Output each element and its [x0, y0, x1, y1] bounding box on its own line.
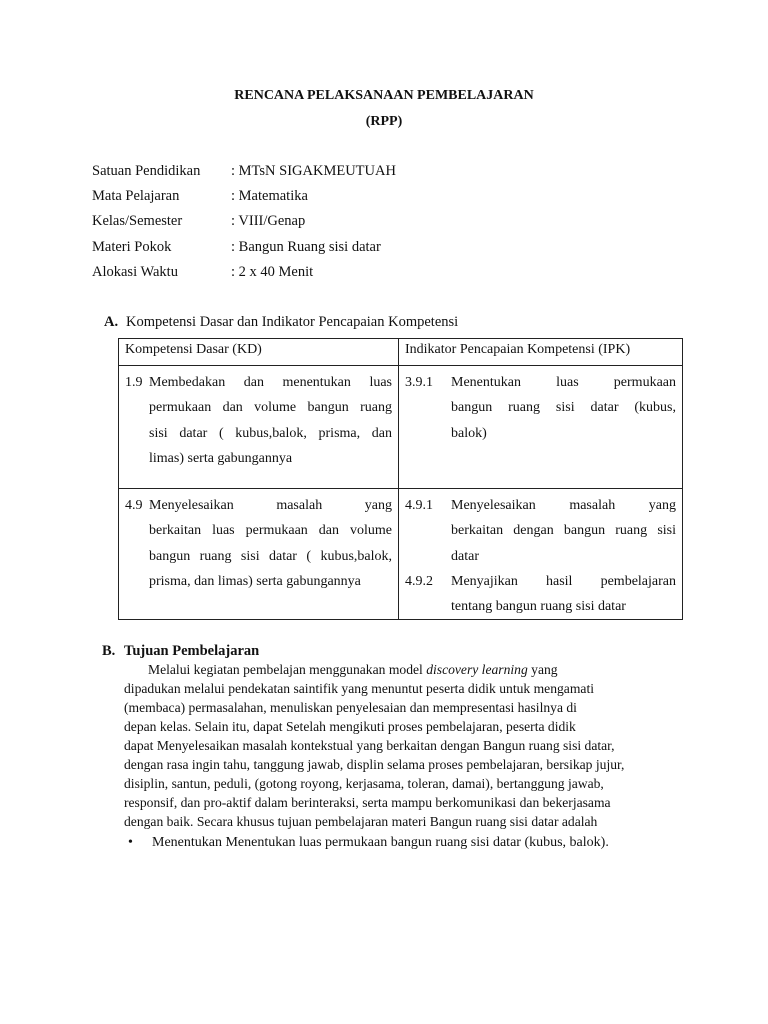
identity-label: Materi Pokok [92, 238, 172, 255]
identity-row [92, 212, 692, 237]
kd-text-line: Menyelesaikan masalah yang [149, 498, 392, 513]
kd-text-line: Membedakan dan menentukan luas [149, 375, 392, 390]
identity-row [92, 187, 692, 212]
paragraph-model-name: discovery learning [426, 662, 528, 677]
ipk-text-line: berkaitan dengan bangun ruang sisi [451, 523, 676, 539]
kd-text-line: prisma, dan limas) serta gabungannya [149, 573, 361, 589]
paragraph-intro-tail: yang [527, 662, 558, 677]
ipk-cell [399, 489, 683, 620]
identity-label: Mata Pelajaran [92, 188, 180, 205]
ipk-number: 3.9.1 [405, 375, 433, 390]
kd-text-line: permukaan dan volume bangun ruang [149, 400, 392, 416]
ipk-text-line: datar [451, 548, 479, 564]
identity-row [92, 238, 692, 263]
ipk-text-line: balok) [451, 425, 487, 441]
ipk-number: 4.9.1 [405, 498, 433, 513]
paragraph-intro: Melalui kegiatan pembelajan menggunakan model [148, 662, 427, 677]
kd-text-line: bangun ruang sisi datar ( kubus,balok, [149, 548, 392, 564]
ipk-text-line: Menyajikan hasil pembelajaran [451, 573, 676, 589]
paragraph-line: (membaca) permasalahan, menuliskan penyelesaian dan mempresentasi hasilnya di [124, 700, 577, 715]
table-row [119, 366, 683, 489]
paragraph-line [124, 660, 648, 679]
ipk-cell [399, 366, 683, 489]
document-title: RENCANA PELAKSANAAN PEMBELAJARAN [234, 88, 534, 103]
paragraph-line: dengan rasa ingin tahu, tanggung jawab, displin selama proses pembelajaran, bersikap jujur, [124, 757, 625, 772]
section-b-title: Tujuan Pembelajaran [124, 643, 260, 659]
identity-value: : 2 x 40 Menit [231, 263, 314, 280]
header-kd: Kompetensi Dasar (KD) [119, 339, 399, 366]
identity-label: Alokasi Waktu [92, 263, 178, 280]
ipk-text-line: Menentukan luas permukaan [451, 375, 676, 390]
identity-label: Kelas/Semester [92, 213, 183, 230]
ipk-text-line: bangun ruang sisi datar (kubus, [451, 400, 676, 416]
ipk-item [405, 370, 676, 446]
identity-value: : Bangun Ruang sisi datar [231, 238, 381, 255]
competency-table [118, 338, 683, 620]
kd-number: 1.9 [125, 375, 143, 390]
ipk-number: 4.9.2 [405, 573, 433, 589]
identity-value: : VIII/Genap [231, 213, 306, 230]
header-ipk: Indikator Pencapaian Kompetensi (IPK) [399, 339, 683, 366]
bullet-text: Menentukan Menentukan luas permukaan bangun ruang sisi datar (kubus, balok). [152, 835, 609, 850]
section-b-letter: B. [102, 643, 116, 659]
ipk-text-line: Menyelesaikan masalah yang [451, 498, 676, 513]
identity-value: : MTsN SIGAKMEUTUAH [231, 163, 396, 179]
ipk-text-line: tentang bangun ruang sisi datar [451, 599, 626, 615]
learning-objective-paragraph [124, 660, 648, 831]
paragraph-line: dipadukan melalui pendekatan saintifik yang menuntut peserta didik untuk mengamati [124, 681, 594, 696]
paragraph-line: depan kelas. Selain itu, dapat Setelah mengikuti proses pembelajaran, peserta didik [124, 719, 576, 734]
identity-row [92, 263, 692, 288]
identity-block [92, 162, 692, 288]
section-a-title: Kompetensi Dasar dan Indikator Pencapaian Kompetensi [126, 314, 459, 330]
identity-label: Satuan Pendidikan [92, 163, 201, 179]
table-row [119, 489, 683, 620]
table-header-row [119, 339, 683, 366]
kd-cell [119, 366, 399, 489]
paragraph-line: disiplin, santun, peduli, (gotong royong, kerjasama, toleran, damai), bertanggung jawab, [124, 776, 604, 791]
section-a-letter: A. [104, 314, 119, 330]
kd-text-line: sisi datar ( kubus,balok, prisma, dan [149, 425, 392, 441]
ipk-item [405, 493, 676, 569]
kd-number: 4.9 [125, 498, 143, 513]
paragraph-line: dapat Menyelesaikan masalah kontekstual yang berkaitan dengan Bangun ruang sisi datar, [124, 738, 615, 753]
bullet-icon: • [128, 835, 133, 850]
document-subtitle: (RPP) [365, 114, 403, 129]
kd-cell [119, 489, 399, 620]
kd-text-line: limas) serta gabungannya [149, 450, 293, 466]
identity-value: : Matematika [231, 188, 308, 205]
paragraph-line: dengan baik. Secara khusus tujuan pembelajaran materi Bangun ruang sisi datar adalah [124, 814, 598, 829]
identity-row [92, 162, 692, 187]
paragraph-line: responsif, dan pro-aktif dalam berinteraksi, serta mampu berkomunikasi dan bekerjasama [124, 795, 611, 810]
ipk-item [405, 569, 676, 620]
kd-text-line: berkaitan luas permukaan dan volume [149, 523, 392, 539]
